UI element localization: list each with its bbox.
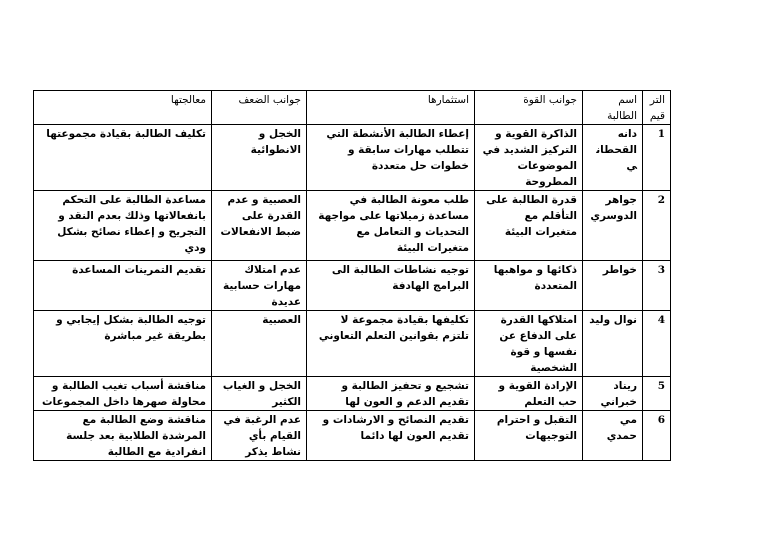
cell-strengths: الإرادة القوية و حب التعلم [475,377,583,411]
cell-name: نوال وليد [583,311,643,377]
cell-name: ريناد خبراني [583,377,643,411]
cell-strengths: الذاكرة القوية و التركيز الشديد في الموضوعات المطروحة [475,125,583,191]
header-strengths: جوانب القوة [475,91,583,125]
cell-treatment: مناقشة أسباب تغيب الطالبة و محاولة صهرها داخل المجموعات [34,377,212,411]
cell-weaknesses: الخجل و الانطوائية [212,125,307,191]
cell-num: 4 [643,311,671,377]
cell-num: 5 [643,377,671,411]
student-analysis-table [33,90,671,461]
cell-name: دانه القحطاني [583,125,643,191]
cell-weaknesses: عدم امتلاك مهارات حسابية عديدة [212,261,307,311]
cell-name: مي حمدي [583,411,643,461]
cell-investment: تشجيع و تحفيز الطالبة و تقديم الدعم و العون لها [307,377,475,411]
cell-strengths: التقبل و احترام التوجيهات [475,411,583,461]
cell-treatment: مناقشة وضع الطالبة مع المرشدة الطلابية بعد جلسة انفرادية مع الطالبة [34,411,212,461]
table-row [34,125,671,191]
cell-treatment: توجيه الطالبة بشكل إيجابي و بطريقة غير مباشرة [34,311,212,377]
cell-investment: توجيه نشاطات الطالبة الى البرامج الهادفة [307,261,475,311]
header-investment: استثمارها [307,91,475,125]
cell-name: خواطر [583,261,643,311]
cell-investment: تكليفها بقيادة مجموعة لا تلتزم بقوانين التعلم التعاوني [307,311,475,377]
cell-treatment: تكليف الطالبة بقيادة مجموعتها [34,125,212,191]
cell-investment: إعطاء الطالبة الأنشطة التي تتطلب مهارات سابقة و خطوات حل متعددة [307,125,475,191]
table-row [34,311,671,377]
table-row [34,191,671,261]
cell-weaknesses: الخجل و الغياب الكثير [212,377,307,411]
cell-weaknesses: العصبية و عدم القدرة على ضبط الانفعالات [212,191,307,261]
cell-strengths: قدرة الطالبة على التأقلم مع متغيرات البيئة [475,191,583,261]
header-num: الترقيم [643,91,671,125]
table-row [34,261,671,311]
header-treatment: معالجتها [34,91,212,125]
cell-weaknesses: العصبية [212,311,307,377]
header-row [34,91,671,125]
cell-num: 6 [643,411,671,461]
cell-name: جواهر الدوسري [583,191,643,261]
header-name: اسم الطالبة [583,91,643,125]
cell-num: 2 [643,191,671,261]
cell-treatment: مساعدة الطالبة على التحكم بانفعالاتها وذلك بعدم النقد و التجريح و إعطاء نصائح بشكل ودي [34,191,212,261]
header-weaknesses: جوانب الضعف [212,91,307,125]
cell-strengths: ذكائها و مواهبها المتعددة [475,261,583,311]
cell-weaknesses: عدم الرغبة في القيام بأي نشاط يذكر [212,411,307,461]
cell-investment: طلب معونة الطالبة في مساعدة زميلاتها على مواجهة التحديات و التعامل مع متغيرات البيئة [307,191,475,261]
cell-treatment: تقديم التمرينات المساعدة [34,261,212,311]
cell-num: 3 [643,261,671,311]
cell-strengths: امتلاكها القدرة على الدفاع عن نفسها و قوة الشخصية [475,311,583,377]
cell-num: 1 [643,125,671,191]
table-row [34,377,671,411]
table-row [34,411,671,461]
cell-investment: تقديم النصائح و الارشادات و تقديم العون لها دائما [307,411,475,461]
